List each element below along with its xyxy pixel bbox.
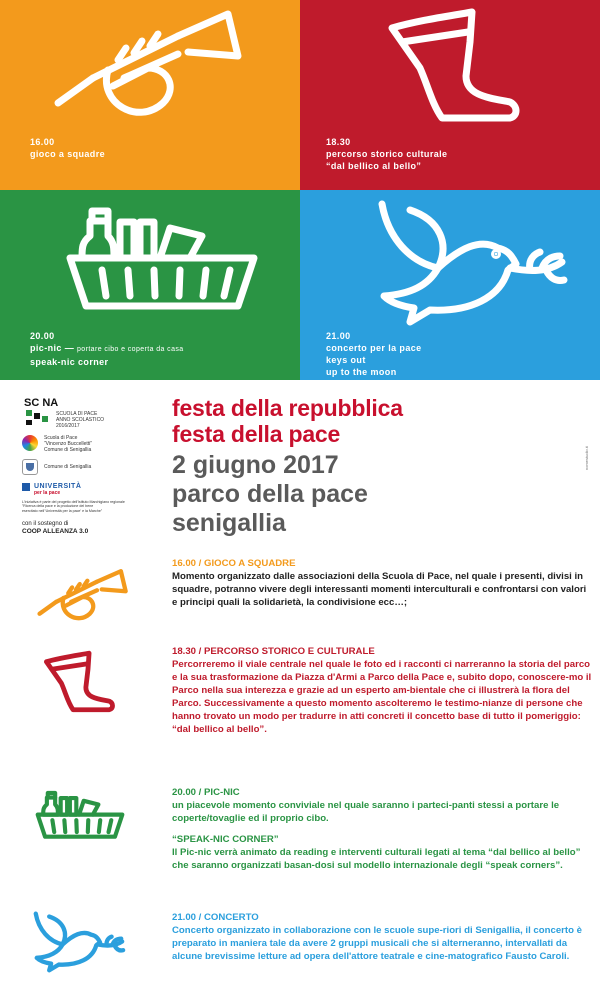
tile-time: 21.00	[326, 331, 351, 341]
school-line: 2016/2017	[56, 423, 80, 429]
universita-logo-sub: per la pace	[34, 490, 61, 496]
tile-time: 18.30	[326, 137, 351, 147]
school-line: SCUOLA DI PACE	[56, 411, 98, 417]
tile-pic-nic	[0, 190, 300, 380]
sponsors-column	[22, 395, 157, 513]
program-body: Percorreremo il viale centrale nel quale le foto ed i racconti ci narreranno la storia del parco e la sua trasformazione da Piazza d'Armi a Parco della Pace e, subito dopo, conoscere-mo il Parco nella sua interezza e grazie ad un esperto am-bientale che ci illustrerà la flora del Parco. Successivamente a questo momento ascolteremo le testimo-nianze di persone che hanno trovato un modo per tradurre in atti concreti il concetto base di tutto il pomeriggio: “dal bellico al bello”.	[172, 659, 592, 735]
dove-icon	[370, 198, 570, 328]
tile-note: portare cibo e coperta da casa	[77, 346, 184, 353]
coop-name: COOP ALLEANZA 3.0	[22, 528, 89, 535]
comune-crest-icon	[22, 459, 38, 475]
program-body: Concerto organizzato in collaborazione con le scuole supe-riori di Senigallia, il concerto è preparato in maniera tale da avere 2 gruppi musicali che si alterneranno, intervallati da alcune brevissime letture ad opera dell'attore teatrale e cine-matografico Fausto Caroli.	[172, 925, 582, 962]
event-date: 2 giugno 2017	[172, 451, 339, 479]
logo-text: SC NA	[24, 397, 59, 409]
basket-icon	[34, 790, 126, 842]
trumpet-icon	[30, 567, 140, 627]
coop-sponsor	[22, 520, 88, 536]
universita-note: L'iniziativa è parte del progetto dell'Istituto Marchigiano regionale	[22, 500, 125, 504]
rainbow-logo	[22, 435, 38, 451]
program-subtitle: “SPEAK-NIC CORNER”	[172, 834, 279, 845]
coop-prefix: con il sostegno di	[22, 521, 69, 527]
tile-concerto	[300, 190, 600, 380]
program-body: Il Pic-nic verrà animato da reading e interventi culturali legati al tema “dal bellico al bello” che saranno organizzati basan-dosi sul modello internazionale degli “speak corners”.	[172, 847, 581, 871]
scuola-di-pace-logo	[22, 395, 59, 427]
dove-icon	[30, 910, 126, 974]
program-item-percorso	[172, 645, 592, 736]
event-city: senigallia	[172, 509, 286, 537]
sponsor-line: Comune di Senigallia	[44, 464, 92, 470]
sponsor-line: Scuola di Pace	[44, 435, 78, 441]
tile-label: keys out	[326, 355, 366, 365]
tile-label: gioco a squadre	[30, 149, 106, 159]
program-body: un piacevole momento conviviale nel quale saranno i parteci-panti stessi a portare le coperte/tovaglie ed il proprio cibo.	[172, 800, 560, 824]
program-body: Momento organizzato dalle associazioni della Scuola di Pace, nel quale i presenti, divisi in squadre, potranno vivere degli interessanti momenti interculturali e confrontarsi con valori e principi quali la solidarietà, la condivisione ecc…;	[172, 571, 587, 608]
tile-label: “dal bellico al bello”	[326, 161, 422, 171]
program-item-picnic	[172, 786, 592, 872]
universita-logo-text: UNIVERSITÀ	[34, 483, 82, 490]
boot-icon	[380, 6, 530, 126]
program-title: 18.30 / PERCORSO STORICO E CULTURALE	[172, 646, 375, 657]
tile-label: speak-nic corner	[30, 357, 109, 367]
design-credit: nomestudio.it	[584, 446, 589, 470]
tile-gioco-a-squadre	[0, 0, 300, 190]
program-title: 16.00 / GIOCO A SQUADRE	[172, 558, 296, 569]
universita-note: "Ricerca della pace e la produzione del bene	[22, 504, 94, 509]
sponsor-line: “Vincenzo Buccelletti”	[44, 441, 92, 447]
event-subtitle: festa della pace	[172, 421, 341, 447]
trumpet-icon	[38, 8, 268, 128]
boot-icon	[40, 650, 120, 714]
universita-note: esercitato nell'‘Università per la pace’ e la Marche"	[22, 508, 103, 513]
tile-label: up to the moon	[326, 367, 397, 377]
program-item-gioco	[172, 557, 592, 609]
event-location: parco della pace	[172, 480, 368, 508]
tile-label: percorso storico culturale	[326, 149, 448, 159]
sponsor-line: Comune di Senigallia	[44, 447, 92, 453]
event-title: festa della repubblica	[172, 395, 403, 421]
tile-time: 20.00	[30, 331, 55, 341]
program-title: 20.00 / PIC-NIC	[172, 787, 240, 798]
tile-time: 16.00	[30, 137, 55, 147]
program-title: 21.00 / CONCERTO	[172, 912, 259, 923]
event-header	[172, 395, 572, 538]
program-item-concerto	[172, 911, 592, 963]
tile-label: concerto per la pace	[326, 343, 422, 353]
basket-icon	[62, 206, 262, 316]
tile-percorso-storico	[300, 0, 600, 190]
school-line: ANNO SCOLASTICO	[56, 417, 105, 423]
tile-label: pic-nic —	[30, 343, 75, 353]
